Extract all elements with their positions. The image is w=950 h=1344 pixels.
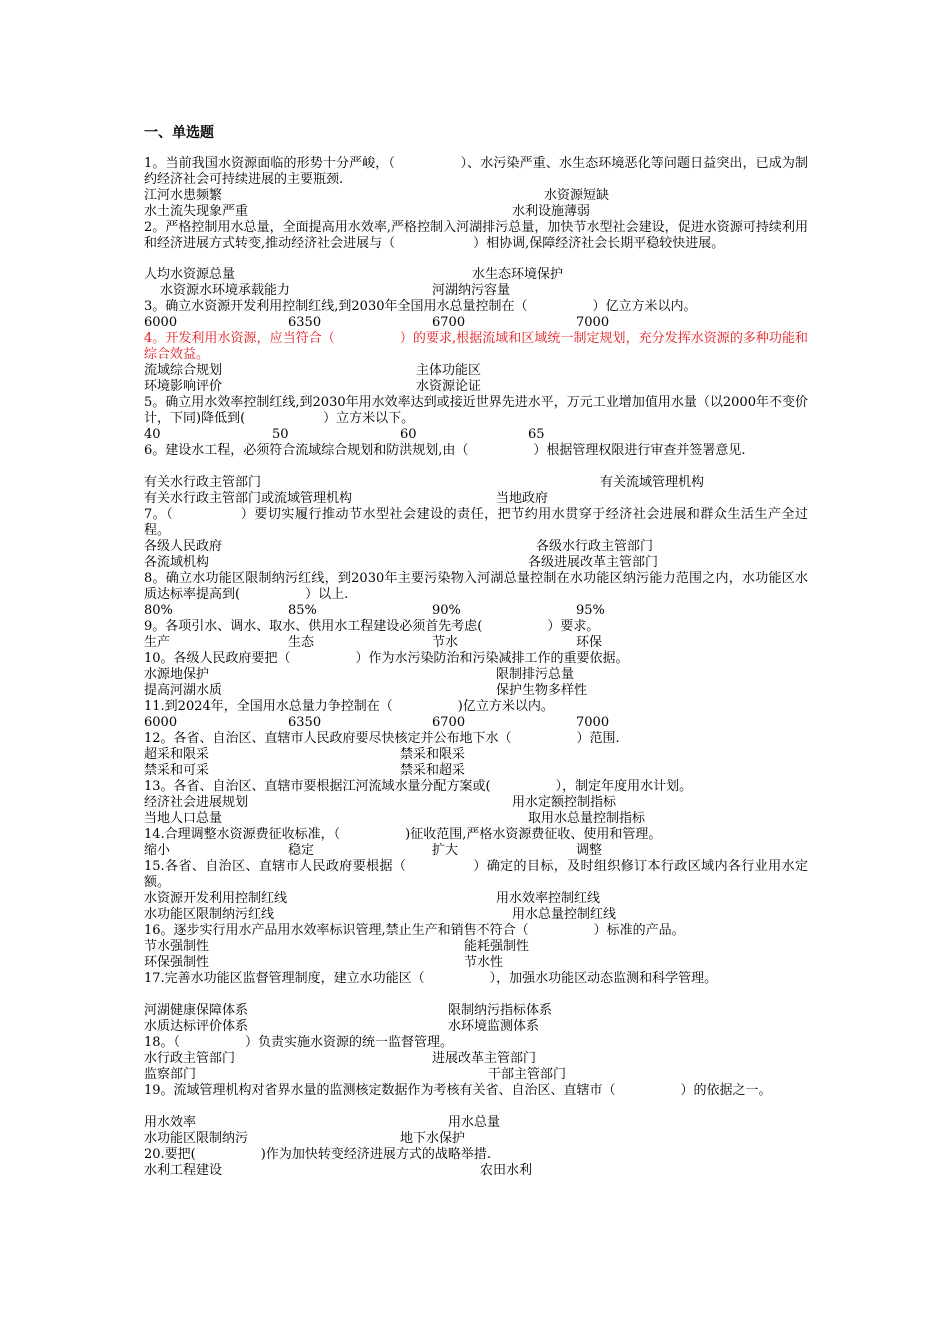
option: 取用水总量控制指标 [528,811,646,826]
option: 生产 [144,635,171,650]
question-14: 14.合理调整水资源费征收标准，（ )征收范围,严格水资源费征收、使用和管理。 [144,827,662,842]
option: 用水总量 [448,1115,501,1130]
question-16: 16。逐步实行用水产品用水效率标识管理,禁止生产和销售不符合（ ）标准的产品。 [144,923,685,938]
option: 稳定 [288,843,315,858]
option: 90% [432,603,461,618]
option: 6700 [432,715,466,730]
option: 水利设施薄弱 [512,204,591,219]
option: 6350 [288,315,322,330]
option: 有关水行政主管部门 [144,475,262,490]
option: 环保 [576,635,603,650]
option: 扩大 [432,843,459,858]
option: 7000 [576,315,610,330]
option: 各级进展改革主管部门 [528,555,659,570]
option: 禁采和限采 [400,747,466,762]
option: 水功能区限制纳污红线 [144,907,275,922]
option: 80% [144,603,173,618]
option: 各流域机构 [144,555,210,570]
option: 水资源短缺 [544,188,610,203]
question-4: 4。开发利用水资源，应当符合（ ）的要求,根据流域和区域统一制定规划，充分发挥水资源的多种功能和综合效益。 [144,331,808,362]
option: 各级人民政府 [144,539,223,554]
option: 有关水行政主管部门或流域管理机构 [144,491,353,506]
question-6: 6。建设水工程，必须符合流域综合规划和防洪规划,由（ ）根据管理权限进行审查并签署意见. [144,443,746,458]
option: 用水效率控制红线 [496,891,601,906]
option: 用水定额控制指标 [512,795,617,810]
option: 调整 [576,843,603,858]
option: 60 [400,427,417,442]
question-11: 11.到2024年，全国用水总量力争控制在（ )亿立方米以内。 [144,699,554,714]
section-title: 一、单选题 [144,125,214,141]
option: 河湖健康保障体系 [144,1003,249,1018]
question-2: 2。严格控制用水总量，全面提高用水效率,严格控制入河湖排污总量，加快节水型社会建设，促进水资源可持续利用和经济进展方式转变,推动经济社会进展与（ ）相协调,保障经济社会长期平稳较快进展。 [144,220,808,251]
option: 50 [272,427,289,442]
option: 40 [144,427,161,442]
option: 进展改革主管部门 [432,1051,537,1066]
option: 环境影响评价 [144,379,223,394]
question-8: 8。确立水功能区限制纳污红线，到2030年主要污染物入河湖总量控制在水功能区纳污能力范围之内，水功能区水质达标率提高到( ）以上. [144,571,808,602]
question-5: 5。确立用水效率控制红线,到2030年用水效率达到或接近世界先进水平，万元工业增加值用水量（以2000年不变价计，下同)降低到( ）立方米以下。 [144,395,808,426]
option: 保护生物多样性 [496,683,588,698]
option: 水质达标评价体系 [144,1019,249,1034]
question-12: 12。各省、自治区、直辖市人民政府要尽快核定并公布地下水（ ）范围. [144,731,620,746]
option: 地下水保护 [400,1131,466,1146]
option: 环保强制性 [144,955,210,970]
option: 节水性 [464,955,504,970]
option: 提高河湖水质 [144,683,223,698]
option: 节水强制性 [144,939,210,954]
option: 河湖纳污容量 [432,283,511,298]
option: 禁采和可采 [144,763,210,778]
option: 禁采和超采 [400,763,466,778]
option: 有关流域管理机构 [600,475,705,490]
question-19: 19。流域管理机构对省界水量的监测核定数据作为考核有关省、自治区、直辖市（ ）的依据之一。 [144,1083,772,1098]
option: 能耗强制性 [464,939,530,954]
option: 农田水利 [480,1163,533,1178]
option: 当地政府 [496,491,549,506]
option: 人均水资源总量 [144,267,236,282]
option: 监察部门 [144,1067,197,1082]
question-20: 20.要把( )作为加快转变经济进展方式的战略举措. [144,1147,491,1162]
question-13: 13。各省、自治区、直辖市要根据江河流域水量分配方案或( ），制定年度用水计划。 [144,779,693,794]
question-7: 7。（ ）要切实履行推动节水型社会建设的责任，把节约用水贯穿于经济社会进展和群众生活生产全过程。 [144,507,808,538]
option: 用水总量控制红线 [512,907,617,922]
option: 当地人口总量 [144,811,223,826]
question-18: 18。（ ）负责实施水资源的统一监督管理。 [144,1035,454,1050]
option: 超采和限采 [144,747,210,762]
option: 6350 [288,715,322,730]
option: 限制纳污指标体系 [448,1003,553,1018]
question-17: 17.完善水功能区监督管理制度，建立水功能区（ ），加强水功能区动态监测和科学管理。 [144,971,718,986]
option: 水资源水环境承载能力 [160,283,291,298]
option: 水生态环境保护 [472,267,564,282]
question-9: 9。各项引水、调水、取水、供用水工程建设必须首先考虑( ）要求。 [144,619,600,634]
option: 经济社会进展规划 [144,795,249,810]
option: 7000 [576,715,610,730]
option: 主体功能区 [416,363,482,378]
option: 水功能区限制纳污 [144,1131,249,1146]
option: 限制排污总量 [496,667,575,682]
option: 85% [288,603,317,618]
option: 水土流失现象严重 [144,204,249,219]
option: 95% [576,603,605,618]
question-15: 15.各省、自治区、直辖市人民政府要根据（ ）确定的目标，及时组织修订本行政区域内各行业用水定额。 [144,859,808,890]
option: 水源地保护 [144,667,210,682]
option: 用水效率 [144,1115,197,1130]
option: 水环境监测体系 [448,1019,540,1034]
question-1: 1。当前我国水资源面临的形势十分严峻，（ ）、水污染严重、水生态环境恶化等问题日益突出，已成为制约经济社会可持续进展的主要瓶颈. [144,156,808,187]
question-3: 3。确立水资源开发利用控制红线,到2030年全国用水总量控制在（ ）亿立方米以内。 [144,299,697,314]
option: 江河水患频繁 [144,188,223,203]
option: 65 [528,427,545,442]
option: 6000 [144,315,178,330]
option: 节水 [432,635,459,650]
option: 6000 [144,715,178,730]
option: 水利工程建设 [144,1163,223,1178]
option: 水资源开发利用控制红线 [144,891,288,906]
option: 水资源论证 [416,379,482,394]
option: 缩小 [144,843,171,858]
option: 水行政主管部门 [144,1051,236,1066]
option: 流域综合规划 [144,363,223,378]
question-10: 10。各级人民政府要把（ ）作为水污染防治和污染减排工作的重要依据。 [144,651,629,666]
option: 干部主管部门 [488,1067,567,1082]
option: 生态 [288,635,315,650]
option: 6700 [432,315,466,330]
option: 各级水行政主管部门 [536,539,654,554]
